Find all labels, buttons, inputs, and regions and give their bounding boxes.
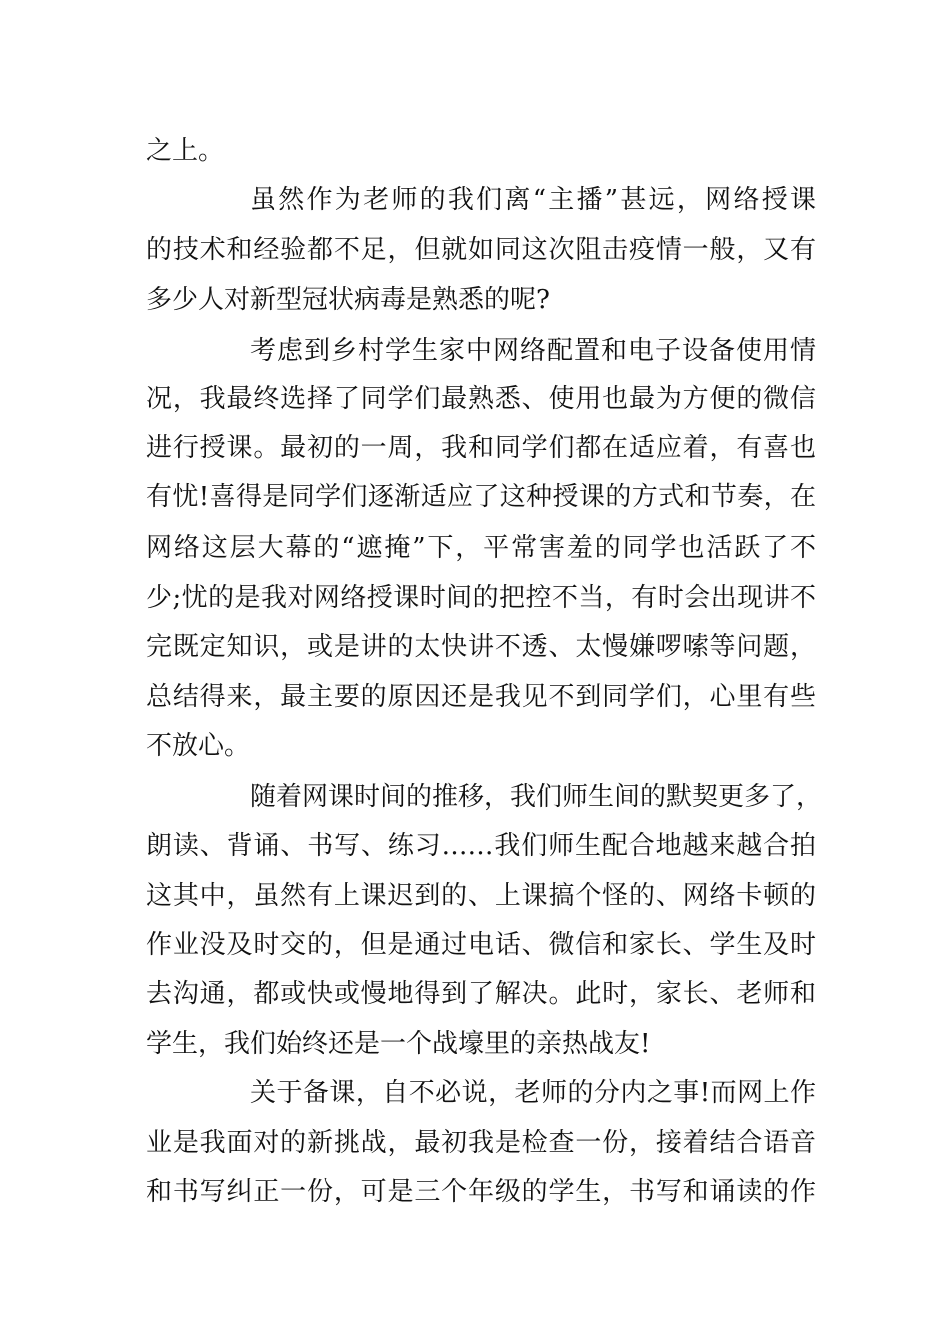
paragraph-first-line: 虽然作为老师的我们离“主播”甚远，网络授课 [250, 185, 816, 215]
text-line: 进行授课。最初的一周，我和同学们都在适应着，有喜也 [146, 433, 816, 463]
paragraph-first-line: 考虑到乡村学生家中网络配置和电子设备使用情 [250, 336, 816, 366]
text-line: 多少人对新型冠状病毒是熟悉的呢? [146, 285, 550, 315]
text-line: 少;忧的是我对网络授课时间的把控不当，有时会出现讲不 [146, 583, 816, 613]
text-line: 作业没及时交的，但是通过电话、微信和家长、学生及时 [146, 930, 816, 960]
text-line: 和书写纠正一份，可是三个年级的学生，书写和诵读的作 [146, 1177, 816, 1207]
text-line: 学生，我们始终还是一个战壕里的亲热战友! [146, 1029, 651, 1059]
text-line: 朗读、背诵、书写、练习……我们师生配合地越来越合拍 [146, 831, 816, 861]
text-line: 的技术和经验都不足，但就如同这次阻击疫情一般，又有 [146, 235, 816, 265]
text-line: 不放心。 [146, 731, 251, 761]
text-line: 完既定知识，或是讲的太快讲不透、太慢嫌啰嗦等问题， [146, 632, 816, 662]
text-line: 业是我面对的新挑战，最初我是检查一份，接着结合语音 [146, 1128, 816, 1158]
text-line: 网络这层大幕的“遮掩”下，平常害羞的同学也活跃了不 [146, 533, 816, 563]
text-line: 况，我最终选择了同学们最熟悉、使用也最为方便的微信 [146, 384, 816, 414]
text-line: 去沟通，都或快或慢地得到了解决。此时，家长、老师和 [146, 979, 816, 1009]
text-line: 总结得来，最主要的原因还是我见不到同学们，心里有些 [146, 682, 816, 712]
text-line: 这其中，虽然有上课迟到的、上课搞个怪的、网络卡顿的 [146, 881, 816, 911]
text-line: 之上。 [146, 136, 225, 166]
text-line: 有忧!喜得是同学们逐渐适应了这种授课的方式和节奏，在 [146, 482, 816, 512]
paragraph-first-line: 关于备课，自不必说，老师的分内之事!而网上作 [250, 1078, 816, 1108]
paragraph-first-line: 随着网课时间的推移，我们师生间的默契更多了， [250, 782, 823, 812]
